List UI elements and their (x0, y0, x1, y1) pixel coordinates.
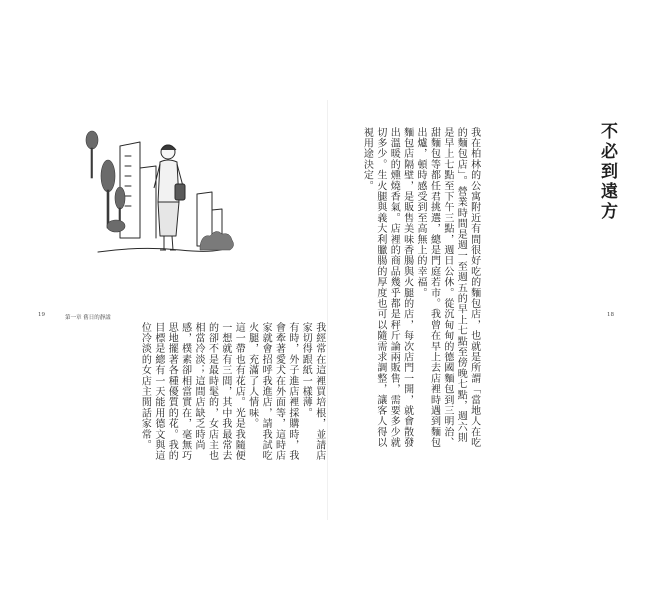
page-gutter (327, 100, 328, 520)
chapter-section-title: 不必到遠方 (597, 122, 617, 222)
right-page-number: 18 (607, 312, 614, 318)
left-page-body-text: 我經常在這裡買培根，並請店 家切得跟紙一樣薄。 有時，外子進店裡採購時，我 會牽著愛犬在外面等，這時店 家就會招呼我進店，請我試吃 火腿，充滿了人情味。 這一帶也有花店。光是我隨便 一想就有三間，其中我最常去 的卻不是最時髦的，女店主也 相當冷淡；這間店缺乏時尚 感，樸素卻相當實在，毫無巧 思地擺著各種優質的花。我的 目標是總有一天能用德文與這 位冷淡的女店主閒話家常。 (139, 322, 325, 462)
right-page-body-text: 我在柏林的公寓附近有間很好吃的麵包店，也就是所謂「當地人在吃 的麵包店」。營業時間是週一至週五的早上七點至傍晚七點，週六則 是早上七點至下午三點，週日公休。從沉甸甸的德國麵包到三明治、 甜麵包等都任君挑選，總是門庭若市。我曾在早上去店裡時遇到麵包 出爐，頓時感受到至高無上的幸福。 麵包店隔壁，是販售美味香腸與火腿的店，每次店門一開，就會散發 出溫暖的燻燒香氣。店裡的商品幾乎都是秤斤論兩販售，需要多少就 切多少。生火腿與義大利臘腸的厚度也可以隨需求調整，讓客人得以 視用途決定。 (361, 127, 480, 448)
running-head: 第一章 舊日的靜謐 (65, 315, 111, 321)
woman-walking-illustration (80, 128, 240, 278)
left-page-number: 19 (38, 312, 45, 318)
